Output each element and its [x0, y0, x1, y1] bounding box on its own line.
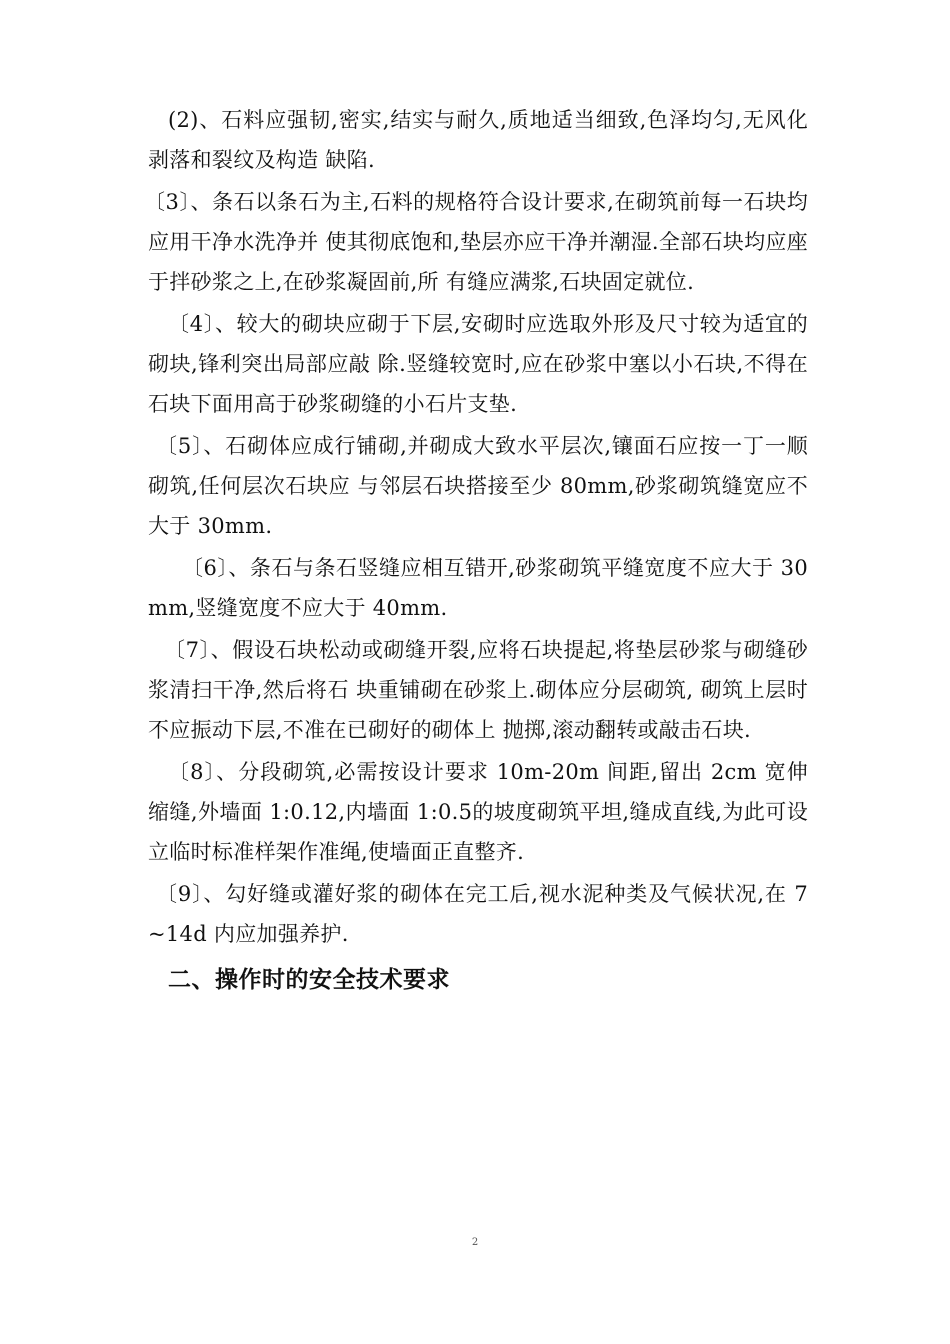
paragraph-9: 〔9〕、勾好缝或灌好浆的砌体在完工后,视水泥种类及气候状况,在 7~14d 内应加强养护.	[148, 882, 808, 946]
paragraph-3: 〔3〕、条石以条石为主,石料的规格符合设计要求,在砌筑前每一石块均应用干净水洗净并 使其彻底饱和,垫层亦应干净并潮湿.全部石块均应座于拌砂浆之上,在砂浆凝固前,所 有缝应满浆,石块固定就位.	[144, 190, 808, 294]
page-number: 2	[471, 1237, 479, 1248]
paragraph-7: 〔7〕、假设石块松动或砌缝开裂,应将石块提起,将垫层砂浆与砌缝砂浆清扫干净,然后将石 块重铺砌在砂浆上.砌体应分层砌筑, 砌筑上层时不应振动下层,不准在已砌好的砌体上 抛掷,滚动翻转或敲击石块.	[148, 638, 808, 742]
paragraph-5: 〔5〕、石砌体应成行铺砌,并砌成大致水平层次,镶面石应按一丁一顺砌筑,任何层次石块应 与邻层石块搭接至少 80mm,砂浆砌筑缝宽应不大于 30mm.	[148, 434, 808, 538]
section-heading: 二、操作时的安全技术要求	[168, 967, 450, 993]
paragraph-8: 〔8〕、分段砌筑,必需按设计要求 10m-20m 间距,留出 2cm 宽伸缩缝,外墙面 1:0.12,内墙面 1:0.5的坡度砌筑平坦,缝成直线,为此可设立临时标准样架作准绳,使墙面正直整齐.	[148, 760, 808, 864]
paragraph-4: 〔4〕、较大的砌块应砌于下层,安砌时应选取外形及尺寸较为适宜的砌块,锋利突出局部应敲 除.竖缝较宽时,应在砂浆中塞以小石块,不得在石块下面用高于砂浆砌缝的小石片支垫.	[148, 312, 808, 416]
document-body	[144, 100, 808, 1000]
paragraph-6: 〔6〕、条石与条石竖缝应相互错开,砂浆砌筑平缝宽度不应大于 30mm,竖缝宽度不应大于 40mm.	[148, 556, 808, 620]
paragraph-2: (2)、石料应强韧,密实,结实与耐久,质地适当细致,色泽均匀,无风化剥落和裂纹及构造 缺陷.	[148, 108, 808, 172]
